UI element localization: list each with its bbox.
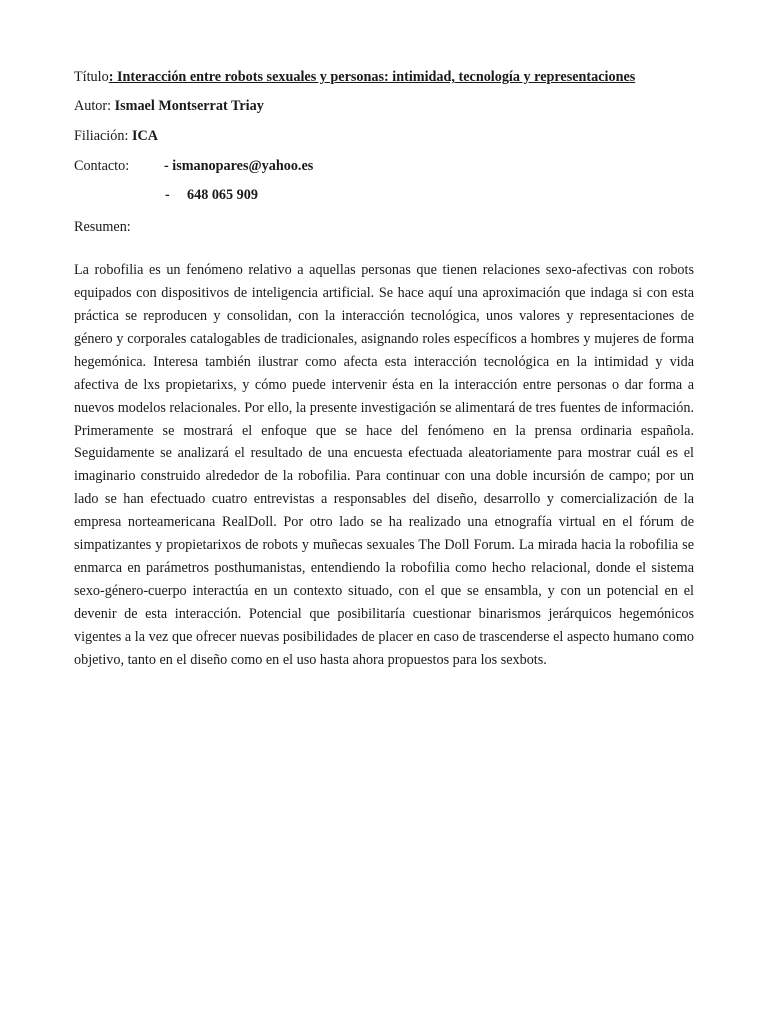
affiliation-line	[74, 127, 158, 145]
contact-phone: 648 065 909	[187, 187, 258, 203]
contact-email: - ismanopares@yahoo.es	[164, 158, 314, 174]
abstract-label: Resumen:	[74, 219, 131, 235]
contact-label: Contacto:	[74, 158, 130, 174]
title-label: Título	[74, 69, 109, 85]
contact-phone-dash: -	[165, 187, 170, 203]
affiliation-value: ICA	[131, 128, 158, 144]
affiliation-label: Filiación:	[74, 128, 129, 144]
title-line	[74, 68, 635, 86]
abstract-text: La robofilia es un fenómeno relativo a aquellas personas que tienen relaciones sexo-afectivas con robots equipados con dispositivos de inteligencia artificial. Se hace aquí una aproximación que indaga si con esta práctica se reproducen y consolidan, con la interacción tecnológica, unos valores y representaciones de género y corporales catalogables de tradicionales, asignando roles específicos a hombres y mujeres de forma hegemónica. Interesa también ilustrar como afecta esta interacción tecnológica en la intimidad y vida afectiva de lxs propietarixs, y cómo puede intervenir ésta en la interacción entre personas o dar forma a nuevos modelos relacionales. Por ello, la presente investigación se alimentará de tres fuentes de información. Primeramente se mostrará el enfoque que se hace del fenómeno en la prensa ordinaria española. Seguidamente se analizará el resultado de una encuesta efectuada aleatoriamente para mostrar cuál es el imaginario construido alrededor de la robofilia. Para continuar con una doble incursión de campo; por un lado se han efectuado cuatro entrevistas a responsables del diseño, desarrollo y comercialización de la empresa norteamericana RealDoll. Por otro lado se ha realizado una etnografía virtual en el fórum de simpatizantes y propietarixos de robots y muñecas sexuales The Doll Forum. La mirada hacia la robofilia se enmarca en parámetros posthumanistas, entendiendo la robofilia como hecho relacional, donde el sistema sexo-género-cuerpo interactúa en un contexto situado, con el que se ensambla, y con un potencial en el devenir de esta interacción. Potencial que posibilitaría cuestionar binarismos jerárquicos hegemónicos vigentes a la vez que ofrecer nuevas posibilidades de placer en caso de trascenderse el aspecto humano como objetivo, tanto en el diseño como en el uso hasta ahora propuestos para los sexbots.	[74, 262, 694, 668]
author-value: Ismael Montserrat Triay	[114, 98, 264, 114]
author-line	[74, 97, 264, 115]
author-label: Autor:	[74, 98, 112, 114]
title-value: : Interacción entre robots sexuales y personas: intimidad, tecnología y representaciones	[108, 69, 636, 85]
